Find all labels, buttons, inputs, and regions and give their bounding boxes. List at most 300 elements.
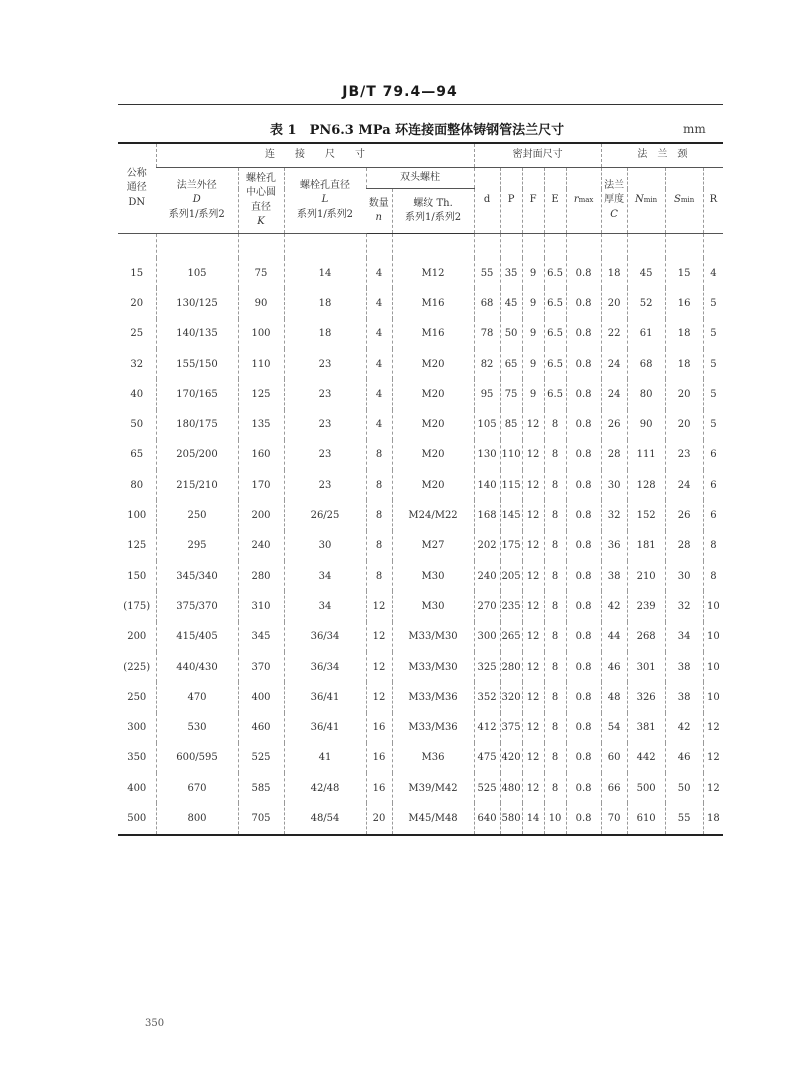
- table-cell: 4: [366, 288, 392, 318]
- col-header-E: E: [544, 168, 566, 234]
- table-cell: 78: [474, 319, 500, 349]
- table-cell: 23: [284, 410, 366, 440]
- table-cell: 55: [474, 258, 500, 288]
- table-cell: 8: [366, 500, 392, 530]
- table-cell: 12: [703, 713, 723, 743]
- table-cell: M33/M30: [392, 622, 474, 652]
- table-cell: 12: [522, 773, 544, 803]
- col-header-L: 螺栓孔直径 L 系列1/系列2: [284, 168, 366, 234]
- table-row: [118, 652, 723, 682]
- table-cell: 8: [703, 561, 723, 591]
- table-cell: 4: [366, 379, 392, 409]
- table-cell: 170: [238, 470, 284, 500]
- table-cell: 8: [366, 561, 392, 591]
- table-cell: 412: [474, 713, 500, 743]
- table-cell: 12: [522, 652, 544, 682]
- table-cell: 0.8: [566, 349, 601, 379]
- table-cell: 12: [366, 652, 392, 682]
- table-cell: 205/200: [156, 440, 238, 470]
- table-cell: 0.8: [566, 682, 601, 712]
- table-cell: 210: [627, 561, 665, 591]
- table-cell: (175): [123, 600, 151, 612]
- group-header-stud: 双头螺柱: [366, 168, 474, 189]
- table-row: [118, 682, 723, 712]
- table-row: [118, 591, 723, 621]
- page-number: 350: [145, 1018, 165, 1029]
- table-cell: 0.8: [566, 591, 601, 621]
- table-cell: 235: [500, 591, 522, 621]
- table-cell: 480: [500, 773, 522, 803]
- table-cell: 9: [522, 379, 544, 409]
- table-cell: 8: [544, 622, 566, 652]
- table-cell: 6.5: [544, 258, 566, 288]
- table-cell: 16: [366, 743, 392, 773]
- col-header-P: P: [500, 168, 522, 234]
- table-cell: 12: [522, 561, 544, 591]
- table-cell: 105: [156, 258, 238, 288]
- table-cell: 400: [127, 782, 147, 794]
- table-cell: 705: [238, 803, 284, 835]
- table-cell: 42: [665, 713, 703, 743]
- table-cell: 0.8: [566, 773, 601, 803]
- col-header-rmax: rmax: [566, 168, 601, 234]
- table-cell: 381: [627, 713, 665, 743]
- table-cell: 80: [130, 479, 144, 491]
- table-cell: 125: [127, 540, 147, 552]
- table-cell: 20: [665, 379, 703, 409]
- table-cell: 38: [665, 652, 703, 682]
- table-cell: M16: [392, 319, 474, 349]
- table-cell: 8: [544, 652, 566, 682]
- table-cell: M20: [392, 379, 474, 409]
- table-cell: 0.8: [566, 470, 601, 500]
- table-cell: 202: [474, 531, 500, 561]
- table-cell: 65: [500, 349, 522, 379]
- table-cell: 50: [130, 419, 144, 431]
- table-cell: 8: [544, 410, 566, 440]
- table-cell: M20: [392, 349, 474, 379]
- table-cell: 12: [522, 622, 544, 652]
- table-cell: 15: [130, 267, 144, 279]
- table-cell: 8: [544, 773, 566, 803]
- table-cell: 68: [474, 288, 500, 318]
- table-cell: 4: [366, 349, 392, 379]
- table-cell: 110: [238, 349, 284, 379]
- table-cell: 375/370: [156, 591, 238, 621]
- table-cell: 4: [366, 258, 392, 288]
- table-cell: 0.8: [566, 531, 601, 561]
- col-header-n: 数量 n: [366, 189, 392, 234]
- table-cell: 20: [601, 288, 627, 318]
- table-cell: 34: [284, 561, 366, 591]
- col-header-dn: 公称 通径 DN: [118, 143, 156, 234]
- table-row: [118, 531, 723, 561]
- table-cell: 16: [366, 713, 392, 743]
- table-cell: 265: [500, 622, 522, 652]
- table-cell: 85: [500, 410, 522, 440]
- table-cell: 500: [627, 773, 665, 803]
- header-spacer-row: [118, 234, 723, 259]
- table-cell: M45/M48: [392, 803, 474, 835]
- table-cell: 23: [284, 349, 366, 379]
- table-cell: 14: [522, 803, 544, 835]
- table-cell: 16: [366, 773, 392, 803]
- table-cell: M20: [392, 410, 474, 440]
- col-header-Smin: Smin: [665, 168, 703, 234]
- col-header-R: R: [703, 168, 723, 234]
- table-cell: 600/595: [156, 743, 238, 773]
- table-cell: 4: [703, 258, 723, 288]
- table-cell: 32: [130, 358, 144, 370]
- table-cell: 111: [627, 440, 665, 470]
- group-header-seal: 密封面尺寸: [474, 143, 601, 168]
- table-cell: M33/M30: [392, 652, 474, 682]
- header-rule: [118, 104, 723, 105]
- table-cell: 26/25: [284, 500, 366, 530]
- table-cell: 50: [500, 319, 522, 349]
- table-cell: 12: [703, 773, 723, 803]
- table-cell: 50: [665, 773, 703, 803]
- table-cell: 239: [627, 591, 665, 621]
- table-cell: 670: [156, 773, 238, 803]
- table-cell: 375: [500, 713, 522, 743]
- table-cell: 10: [703, 622, 723, 652]
- table-cell: 18: [284, 319, 366, 349]
- table-cell: 150: [127, 570, 147, 582]
- table-cell: 24: [601, 349, 627, 379]
- flange-dimension-table: [118, 142, 723, 836]
- table-cell: 36: [601, 531, 627, 561]
- table-cell: 8: [366, 470, 392, 500]
- table-cell: 22: [601, 319, 627, 349]
- table-cell: 525: [238, 743, 284, 773]
- table-cell: 8: [366, 440, 392, 470]
- group-header-neck: 法 兰 颈: [601, 143, 723, 168]
- table-cell: 0.8: [566, 319, 601, 349]
- table-cell: 105: [474, 410, 500, 440]
- table-cell: 370: [238, 652, 284, 682]
- table-row: [118, 288, 723, 318]
- table-cell: 44: [601, 622, 627, 652]
- table-cell: 12: [366, 591, 392, 621]
- table-cell: 250: [156, 500, 238, 530]
- table-cell: 152: [627, 500, 665, 530]
- table-cell: M33/M36: [392, 713, 474, 743]
- table-cell: 6: [703, 440, 723, 470]
- table-cell: 12: [522, 591, 544, 621]
- table-cell: M16: [392, 288, 474, 318]
- table-cell: 45: [627, 258, 665, 288]
- table-cell: 301: [627, 652, 665, 682]
- table-cell: 0.8: [566, 622, 601, 652]
- table-cell: 90: [627, 410, 665, 440]
- table-cell: 500: [118, 803, 156, 835]
- table-row: [118, 379, 723, 409]
- table-row: [118, 743, 723, 773]
- table-cell: 8: [544, 440, 566, 470]
- table-cell: 530: [156, 713, 238, 743]
- table-cell: 12: [366, 622, 392, 652]
- table-cell: 26: [665, 500, 703, 530]
- table-cell: 65: [130, 449, 144, 461]
- table-cell: 42/48: [284, 773, 366, 803]
- table-cell: 38: [601, 561, 627, 591]
- table-cell: 12: [366, 682, 392, 712]
- table-cell: 12: [522, 743, 544, 773]
- table-cell: 26: [601, 410, 627, 440]
- table-cell: 14: [284, 258, 366, 288]
- table-cell: 30: [601, 470, 627, 500]
- table-row: [118, 561, 723, 591]
- table-cell: 0.8: [566, 652, 601, 682]
- table-cell: 36/34: [284, 622, 366, 652]
- table-cell: M20: [392, 440, 474, 470]
- table-cell: 16: [665, 288, 703, 318]
- table-cell: 5: [703, 379, 723, 409]
- table-cell: 140/135: [156, 319, 238, 349]
- table-cell: 240: [474, 561, 500, 591]
- table-cell: 130/125: [156, 288, 238, 318]
- table-cell: 8: [544, 561, 566, 591]
- table-cell: 12: [522, 470, 544, 500]
- table-cell: 23: [284, 440, 366, 470]
- table-cell: 8: [544, 743, 566, 773]
- document-header: JB/T 79.4—94: [342, 84, 458, 100]
- table-cell: 28: [601, 440, 627, 470]
- table-cell: 34: [284, 591, 366, 621]
- table-row: [118, 470, 723, 500]
- table-cell: 345/340: [156, 561, 238, 591]
- table-cell: 240: [238, 531, 284, 561]
- col-header-d: d: [474, 168, 500, 234]
- table-cell: 270: [474, 591, 500, 621]
- table-cell: 20: [366, 803, 392, 835]
- table-cell: 140: [474, 470, 500, 500]
- table-cell: 90: [238, 288, 284, 318]
- table-cell: 8: [544, 470, 566, 500]
- table-cell: 9: [522, 349, 544, 379]
- table-cell: 0.8: [566, 410, 601, 440]
- table-cell: 205: [500, 561, 522, 591]
- table-cell: 215/210: [156, 470, 238, 500]
- table-cell: 61: [627, 319, 665, 349]
- table-cell: 9: [522, 258, 544, 288]
- group-header-connection: 连 接 尺 寸: [156, 143, 474, 168]
- table-cell: 460: [238, 713, 284, 743]
- table-cell: 36/41: [284, 713, 366, 743]
- table-cell: 300: [127, 722, 147, 734]
- table-cell: M27: [392, 531, 474, 561]
- table-cell: 34: [665, 622, 703, 652]
- table-cell: 280: [500, 652, 522, 682]
- table-cell: 82: [474, 349, 500, 379]
- table-cell: 585: [238, 773, 284, 803]
- table-cell: 12: [522, 410, 544, 440]
- table-cell: 55: [665, 803, 703, 835]
- table-cell: 180/175: [156, 410, 238, 440]
- table-row: [118, 773, 723, 803]
- table-cell: 0.8: [566, 743, 601, 773]
- table-cell: 30: [284, 531, 366, 561]
- table-cell: 38: [665, 682, 703, 712]
- table-cell: 610: [627, 803, 665, 835]
- table-cell: 10: [703, 591, 723, 621]
- table-cell: 0.8: [566, 561, 601, 591]
- table-cell: 250: [127, 691, 147, 703]
- table-cell: 8: [544, 713, 566, 743]
- table-cell: 20: [130, 297, 144, 309]
- table-cell: 0.8: [566, 258, 601, 288]
- table-cell: 32: [665, 591, 703, 621]
- table-cell: 48: [601, 682, 627, 712]
- table-cell: 470: [156, 682, 238, 712]
- table-cell: M39/M42: [392, 773, 474, 803]
- table-cell: M36: [392, 743, 474, 773]
- table-cell: 30: [665, 561, 703, 591]
- table-cell: 525: [474, 773, 500, 803]
- table-cell: 9: [522, 288, 544, 318]
- table-cell: 170/165: [156, 379, 238, 409]
- table-title: 表 1 PN6.3 MPa 环连接面整体铸钢管法兰尺寸: [270, 123, 565, 138]
- table-cell: 66: [601, 773, 627, 803]
- col-header-C: 法兰 厚度 C: [601, 168, 627, 234]
- table-cell: 15: [665, 258, 703, 288]
- table-cell: 200: [238, 500, 284, 530]
- table-cell: 268: [627, 622, 665, 652]
- table-row: [118, 803, 723, 835]
- table-cell: 0.8: [566, 288, 601, 318]
- table-cell: 442: [627, 743, 665, 773]
- table-cell: 24: [601, 379, 627, 409]
- col-header-F: F: [522, 168, 544, 234]
- table-cell: 475: [474, 743, 500, 773]
- table-row: [118, 500, 723, 530]
- table-cell: 130: [474, 440, 500, 470]
- table-cell: 45: [500, 288, 522, 318]
- table-cell: 95: [474, 379, 500, 409]
- table-cell: 5: [703, 319, 723, 349]
- table-cell: 128: [627, 470, 665, 500]
- table-cell: 52: [627, 288, 665, 318]
- table-cell: 12: [522, 531, 544, 561]
- table-cell: 75: [500, 379, 522, 409]
- table-cell: 5: [703, 349, 723, 379]
- table-cell: 9: [522, 319, 544, 349]
- table-cell: 800: [156, 803, 238, 835]
- table-cell: 8: [544, 682, 566, 712]
- table-cell: 18: [601, 258, 627, 288]
- table-cell: 18: [665, 349, 703, 379]
- table-cell: 352: [474, 682, 500, 712]
- table-cell: 8: [544, 500, 566, 530]
- table-body: [118, 234, 723, 836]
- table-row: [118, 410, 723, 440]
- table-cell: 70: [601, 803, 627, 835]
- table-cell: 20: [665, 410, 703, 440]
- table-cell: M20: [392, 470, 474, 500]
- table-row: [118, 622, 723, 652]
- table-cell: 68: [627, 349, 665, 379]
- table-cell: (225): [123, 661, 151, 673]
- table-cell: 8: [703, 531, 723, 561]
- table-cell: 18: [284, 288, 366, 318]
- table-cell: 41: [284, 743, 366, 773]
- table-cell: 8: [366, 531, 392, 561]
- table-cell: 125: [238, 379, 284, 409]
- table-cell: 36/41: [284, 682, 366, 712]
- table-cell: M30: [392, 561, 474, 591]
- table-cell: 0.8: [566, 713, 601, 743]
- table-cell: M12: [392, 258, 474, 288]
- table-cell: 18: [703, 803, 723, 835]
- table-cell: 0.8: [566, 379, 601, 409]
- table-cell: 10: [703, 652, 723, 682]
- table-cell: 160: [238, 440, 284, 470]
- table-cell: 325: [474, 652, 500, 682]
- table-row: [118, 319, 723, 349]
- table-cell: 280: [238, 561, 284, 591]
- table-cell: 400: [238, 682, 284, 712]
- table-cell: 0.8: [566, 803, 601, 835]
- table-cell: 181: [627, 531, 665, 561]
- table-cell: 60: [601, 743, 627, 773]
- table-row: [118, 349, 723, 379]
- table-cell: 12: [522, 682, 544, 712]
- col-header-D: 法兰外径 D 系列1/系列2: [156, 168, 238, 234]
- table-cell: 326: [627, 682, 665, 712]
- table-cell: 135: [238, 410, 284, 440]
- table-cell: 42: [601, 591, 627, 621]
- table-cell: 46: [665, 743, 703, 773]
- table-cell: 5: [703, 288, 723, 318]
- table-cell: 35: [500, 258, 522, 288]
- table-cell: 345: [238, 622, 284, 652]
- table-cell: 24: [665, 470, 703, 500]
- table-cell: 6.5: [544, 288, 566, 318]
- table-cell: 115: [500, 470, 522, 500]
- table-cell: 580: [500, 803, 522, 835]
- table-row: [118, 440, 723, 470]
- table-cell: 415/405: [156, 622, 238, 652]
- table-cell: 12: [703, 743, 723, 773]
- table-cell: 0.8: [566, 440, 601, 470]
- table-cell: 100: [127, 510, 147, 522]
- table-cell: 155/150: [156, 349, 238, 379]
- col-header-Nmin: Nmin: [627, 168, 665, 234]
- table-cell: 12: [522, 500, 544, 530]
- table-cell: 80: [627, 379, 665, 409]
- table-cell: 295: [156, 531, 238, 561]
- table-cell: 23: [665, 440, 703, 470]
- table-cell: 8: [544, 591, 566, 621]
- table-cell: 6.5: [544, 379, 566, 409]
- table-cell: 36/34: [284, 652, 366, 682]
- table-cell: 10: [703, 682, 723, 712]
- table-cell: 350: [127, 752, 147, 764]
- table-cell: 6.5: [544, 349, 566, 379]
- table-cell: 12: [522, 440, 544, 470]
- table-cell: 6: [703, 500, 723, 530]
- table-cell: 200: [127, 631, 147, 643]
- table-cell: 10: [544, 803, 566, 835]
- table-cell: M24/M22: [392, 500, 474, 530]
- col-header-th: 螺纹 Th. 系列1/系列2: [392, 189, 474, 234]
- table-cell: 640: [474, 803, 500, 835]
- table-cell: 100: [238, 319, 284, 349]
- table-cell: 18: [665, 319, 703, 349]
- table-cell: 0.8: [566, 500, 601, 530]
- table-cell: 320: [500, 682, 522, 712]
